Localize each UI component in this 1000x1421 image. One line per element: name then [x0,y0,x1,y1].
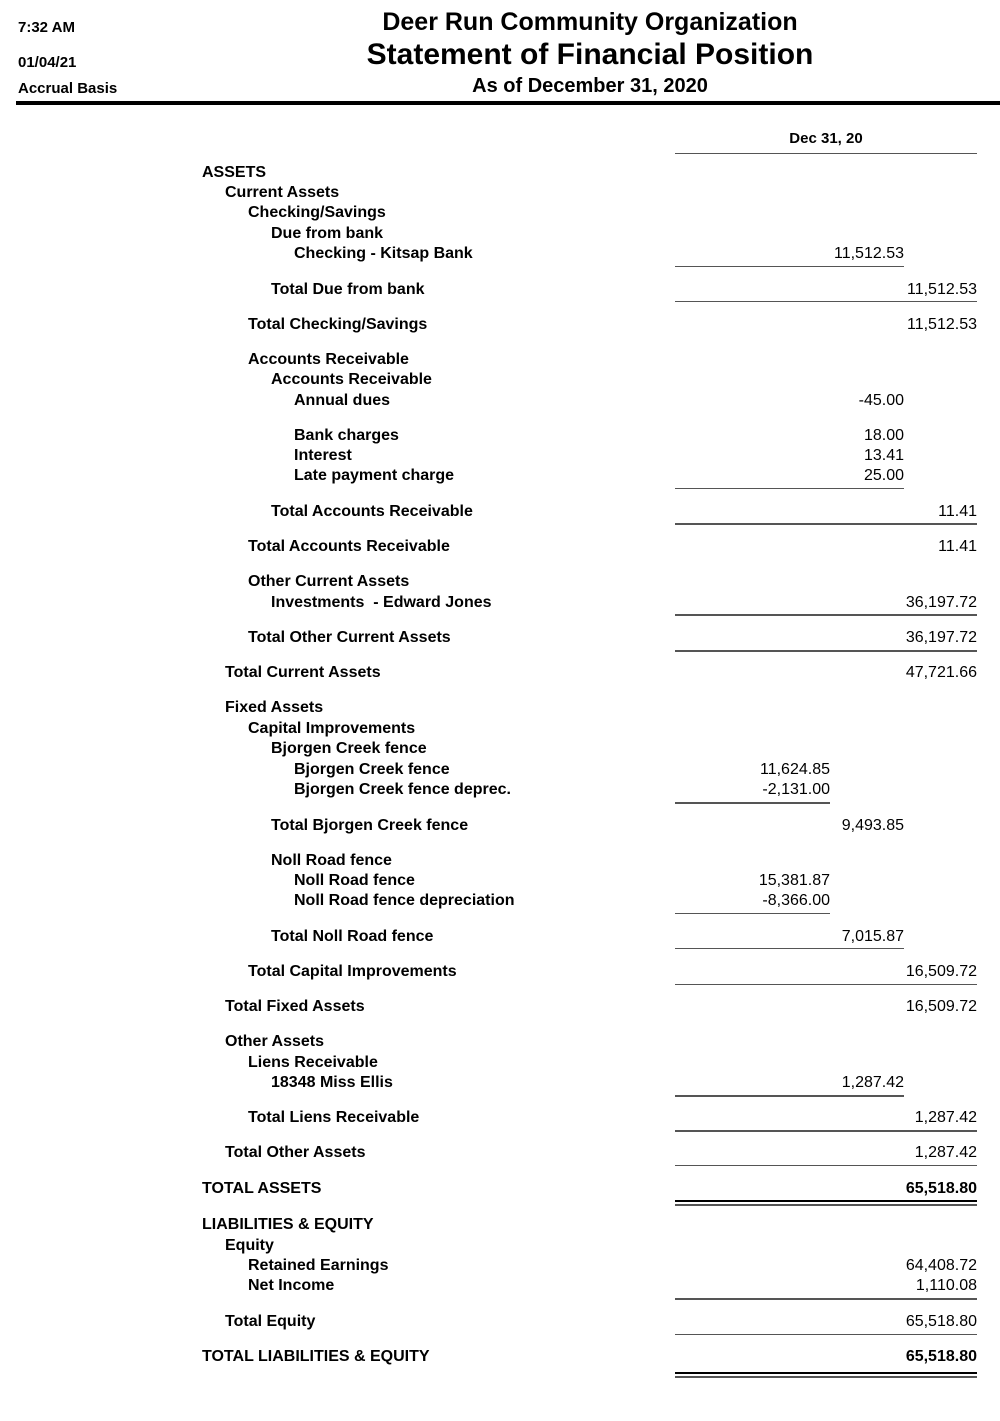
row-amount: 25.00 [863,467,904,484]
report-row [0,962,1000,982]
row-amount: 1,287.42 [841,1074,904,1091]
row-amount: 7,015.87 [841,928,904,945]
report-row [0,244,1000,264]
row-label: Total Accounts Receivable [248,538,450,555]
report-row [0,350,1000,370]
row-label: Total Other Assets [225,1144,366,1161]
report-time: 7:32 AM [18,19,75,36]
total-underline [675,1298,977,1300]
row-amount: 11,512.53 [834,245,904,262]
row-label: Total Equity [225,1313,316,1330]
row-amount: 18.00 [863,427,904,444]
report-row [0,1215,1000,1235]
row-amount: 65,518.80 [905,1180,977,1197]
row-label: Interest [294,447,352,464]
report-row [0,891,1000,911]
total-underline [675,802,830,804]
total-underline [675,913,830,914]
row-label: TOTAL ASSETS [202,1180,322,1197]
report-row [0,280,1000,300]
row-amount: -45.00 [858,392,904,409]
report-row [0,698,1000,718]
row-label: Noll Road fence [294,872,415,889]
report-row [0,426,1000,446]
row-amount: 11,512.53 [907,281,977,298]
row-amount: 65,518.80 [905,1348,977,1365]
row-label: Checking/Savings [248,204,386,221]
report-title: Statement of Financial Position [366,38,814,71]
report-row [0,1236,1000,1256]
report-row [0,1143,1000,1163]
total-underline [675,614,977,616]
report-row [0,780,1000,800]
report-row [0,446,1000,466]
report-row [0,851,1000,871]
report-row [0,391,1000,411]
row-amount: 47,721.66 [905,664,977,681]
report-row [0,997,1000,1017]
total-underline [675,1130,977,1132]
row-amount: 9,493.85 [841,817,904,834]
row-label: Total Accounts Receivable [271,503,473,520]
report-row [0,871,1000,891]
report-row [0,370,1000,390]
row-label: Capital Improvements [248,720,416,737]
report-row [0,315,1000,335]
report-row [0,739,1000,759]
row-label: Total Due from bank [271,281,425,298]
row-label: Retained Earnings [248,1257,389,1274]
row-amount: -2,131.00 [762,781,830,798]
row-label: LIABILITIES & EQUITY [202,1216,374,1233]
double-underline [675,1372,977,1378]
row-label: Bjorgen Creek fence [271,740,427,757]
report-row [0,1179,1000,1199]
total-underline [675,1165,977,1166]
total-underline [675,266,904,267]
report-row [0,1256,1000,1276]
report-row [0,466,1000,486]
report-row [0,1073,1000,1093]
report-row [0,224,1000,244]
row-amount: 11,512.53 [907,316,977,333]
row-amount: 11.41 [938,538,977,555]
row-amount: 1,287.42 [914,1109,977,1126]
row-amount: 1,287.42 [914,1144,977,1161]
total-underline [675,301,977,302]
report-row [0,1312,1000,1332]
row-label: Liens Receivable [248,1054,378,1071]
report-row [0,1053,1000,1073]
row-amount: 1,110.08 [915,1277,977,1294]
row-label: Equity [225,1237,274,1254]
row-amount: 13.41 [863,447,904,464]
row-label: Other Current Assets [248,573,410,590]
report-period: As of December 31, 2020 [472,75,708,97]
row-label: 18348 Miss Ellis [271,1074,393,1091]
row-label: Noll Road fence [271,852,392,869]
row-label: Total Liens Receivable [248,1109,420,1126]
row-label: Net Income [248,1277,335,1294]
report-row [0,927,1000,947]
report-row [0,572,1000,592]
report-row [0,628,1000,648]
double-underline [675,1200,977,1206]
row-label: Current Assets [225,184,340,201]
report-date: 01/04/21 [18,54,77,71]
report-row [0,183,1000,203]
total-underline [675,1334,977,1335]
total-underline [675,984,977,985]
row-label: Late payment charge [294,467,455,484]
row-label: Accounts Receivable [248,351,409,368]
row-amount: 64,408.72 [905,1257,977,1274]
row-label: Total Current Assets [225,664,381,681]
total-underline [675,488,904,489]
row-label: Bank charges [294,427,399,444]
row-amount: -8,366.00 [762,892,830,909]
column-header-underline [675,153,977,154]
total-underline [675,523,977,525]
row-label: Total Noll Road fence [271,928,434,945]
report-row [0,163,1000,183]
row-amount: 16,509.72 [905,998,977,1015]
row-amount: 36,197.72 [905,594,977,611]
row-label: Investments - Edward Jones [271,594,492,611]
row-label: Total Bjorgen Creek fence [271,817,469,834]
report-row [0,760,1000,780]
report-row [0,1032,1000,1052]
row-amount: 65,518.80 [905,1313,977,1330]
row-label: Total Other Current Assets [248,629,451,646]
row-amount: 36,197.72 [905,629,977,646]
row-amount: 11.41 [938,503,977,520]
row-label: Total Fixed Assets [225,998,365,1015]
row-label: Due from bank [271,225,384,242]
row-amount: 15,381.87 [758,872,830,889]
row-label: TOTAL LIABILITIES & EQUITY [202,1348,430,1365]
report-basis: Accrual Basis [18,80,118,97]
report-row [0,203,1000,223]
total-underline [675,1095,904,1097]
report-row [0,719,1000,739]
header-divider [16,101,1000,105]
organization-name: Deer Run Community Organization [382,8,798,36]
report-row [0,1108,1000,1128]
report-row [0,663,1000,683]
column-header-date: Dec 31, 20 [789,130,863,147]
report-row [0,537,1000,557]
row-amount: 16,509.72 [905,963,977,980]
report-row [0,1347,1000,1367]
report-row [0,816,1000,836]
row-label: Bjorgen Creek fence [294,761,450,778]
total-underline [675,948,904,949]
row-label: Noll Road fence depreciation [294,892,515,909]
row-label: Annual dues [294,392,391,409]
report-row [0,502,1000,522]
row-label: Checking - Kitsap Bank [294,245,473,262]
row-label: Accounts Receivable [271,371,432,388]
row-label: Other Assets [225,1033,324,1050]
total-underline [675,650,977,652]
row-label: Total Capital Improvements [248,963,457,980]
row-label: Fixed Assets [225,699,324,716]
row-label: Bjorgen Creek fence deprec. [294,781,511,798]
row-amount: 11,624.85 [760,761,830,778]
row-label: Total Checking/Savings [248,316,428,333]
row-label: ASSETS [202,164,267,181]
report-row [0,593,1000,613]
report-row [0,1276,1000,1296]
